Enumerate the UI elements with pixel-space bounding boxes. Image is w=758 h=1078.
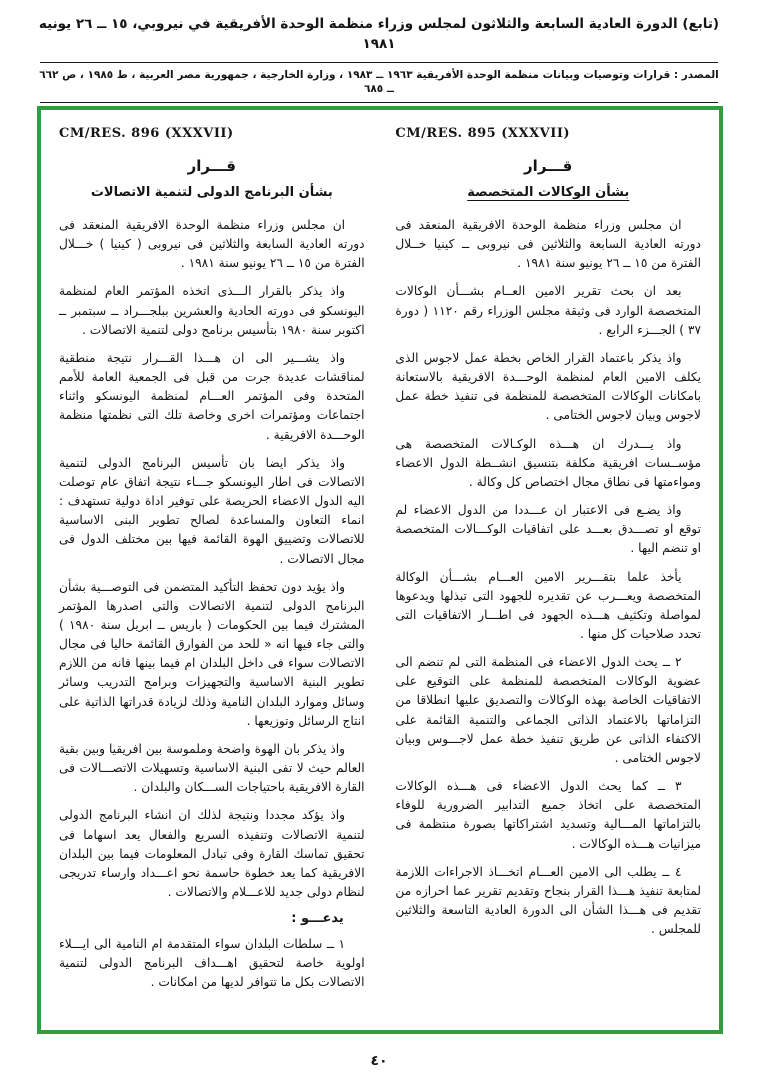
- resolution-paragraph: واذ يضـع فى الاعتبار ان عـــددا من الدول الاعضاء لم توقع او تصـــدق بعـــد على اتفاقيات الوكـــالات المتخصصة او تنضم اليها .: [395, 503, 701, 556]
- resolution-paragraph: ان مجلس وزراء منظمة الوحدة الافريقية المنعقد فى دورته العادية السابعة والثلاثين فى نيروبى ــ كينيا خــلال الفترة من ١٥ ــ ٢٦ يونيو سنة ١٩٨١ .: [395, 218, 701, 271]
- resolution-subtitle-895: بشأن الوكالات المتخصصة: [467, 185, 630, 200]
- resolution-paragraph: ١ ــ سلطات البلدان سواء المتقدمة ام النامية الى ايـــلاء اولوية خاصة لتحقيق اهـــداف البرنامج الدولى لتنمية الاتصالات بكل ما تتوافر لديها من امكانات .: [59, 937, 365, 990]
- resolution-paragraph: ٢ ــ يحث الدول الاعضاء فى المنظمة التى لم تنضم الى عضوية الوكالات المتخصصة للمنظمة على التوقيع على الاتفاقيات الخاصة بهذه الوكالات والتصديق عليها انطلاقا من التزاماتها بالاعتماد الذاتى الجماعى والتنمية القائمة على الاكتفاء الذاتى عن طريق تنفيذ خطة عمل لاجـــوس وبيان لاجوس الختامى .: [395, 655, 701, 765]
- resolution-paragraph: واذ يؤيد دون تحفظ التأكيد المتضمن فى التوصـــية بشأن البرنامج الدولى لتنمية الاتصالات والتى اصدرها المؤتمر المشترك فيما بين الحكومات ( باريس ــ ابريل سنة ١٩٨٠ ) والتى جاء فيها انه « للحد من الفوارق القائمة حاليا فى مجال الاتصالات سواء فى داخل البلدان ام فيما بينها فانه من اللازم تطوير البنية الاساسية والتجهيزات وبرامج التدريب وسائر وسائل وموارد البلدان النامية وذلك لزيادة قدراتها الذاتية على انتاج الرسائل وتوزيعها .: [59, 579, 365, 728]
- document-frame: [37, 106, 723, 1034]
- resolution-paragraph: واذ يشـــير الى ان هـــذا القـــرار نتيجة منطقية لمناقشات عديدة جرت من قبل فى الجمعية العامة للأمم المتحدة وفى المؤتمر العـــام لمنظمة اليونسكو واثناء اجتماعات ومؤتمرات اخرى وخاصة تلك التى نظمتها منظمة الوحـــدة الافريقية .: [59, 350, 365, 442]
- resolution-paragraph: واذ يذكر بالقرار الـــذى اتخذه المؤتمر العام لمنظمة اليونسكو فى دورته الحادية والعشرين ببلجـــراد ــ سبتمبر ــ اكتوبر سنة ١٩٨٠ بتأسيس برنامج دولى لتنمية الاتصالات .: [59, 284, 365, 337]
- resolution-title-896: قـــرار: [187, 157, 236, 175]
- operative-call-word: يدعـــو :: [291, 911, 344, 927]
- resolution-paragraph: بعد ان بحث تقرير الامين العــام بشـــأن الوكالات المتخصصة الوارد فى وثيقة مجلس الوزراء رقم ١١٢٠ ( دورة ٣٧ ) الجـــزء الرابع .: [395, 284, 701, 337]
- resolution-number-895: CM/RES. 895 (XXXVII): [395, 126, 571, 141]
- resolution-subtitle-896: بشأن البرنامج الدولى لتنمية الاتصالات: [90, 185, 333, 200]
- resolution-paragraph: يأخذ علما بتقـــرير الامين العـــام بشـــأن الوكالة المتخصصة ويعـــرب عن تقديره للجهود التى تبذلها ويدعوها لمواصلة وتكثيف هـــذه الجهود فى اطـــار الاتفاقيات التى تحدد صلاحيات كل منها .: [395, 569, 701, 641]
- resolution-title-895: قـــرار: [524, 157, 573, 175]
- resolution-paragraph: واذ يذكر ايضا بان تأسيس البرنامج الدولى لتنمية الاتصالات فى اطار اليونسكو جـــاء نتيجة اتفاق عام توصلت اليه الدول الاعضاء الحريصة على توفير اداة دولية تستهدف : انماء التعاون والمساعدة لصالح تطوير البنى الاساسية للاتصالات وتضييق الهوة القائمة فيها بين مختلف الدول فى مجال الاتصالات .: [59, 455, 365, 566]
- resolution-paragraph: ٤ ــ يطلب الى الامين العـــام اتخـــاذ الاجراءات اللازمة لمتابعة تنفيذ هـــذا القرار بنجاح وتقديم تقرير عما احرازه من تقديم فى هـــذا الشأن الى الدورة العادية التاسعة والثلاثين للمجلس .: [395, 864, 701, 937]
- resolution-paragraph: ٣ ــ كما يحث الدول الاعضاء فى هـــذه الوكالات المتخصصة على اتخاذ جميع التدابير الضرورية للوفاء بالتزاماتها المـــالية وتسديد اشتراكاتها بصورة منتظمة فى ميزانيات هـــذه الوكالات .: [395, 779, 701, 851]
- page-header: [34, 14, 724, 103]
- resolution-paragraph: ان مجلس وزراء منظمة الوحدة الافريقية المنعقد فى دورته العادية السابعة والثلاثين فى نيروبى ( كينيا ) خـــلال الفترة من ١٥ ــ ٢٦ يونيو سنة ١٩٨١ .: [59, 218, 365, 271]
- resolution-paragraph: واذ يذكر بان الهوة واضحة وملموسة بين افريقيا وبين بقية العالم حيث لا تفى البنية الاساسية وتسهيلات الاتصـــالات فى القارة الافريقية باحتياجات الســـكان والبلدان .: [59, 741, 365, 795]
- source-note: المصدر : قرارات وتوصيات وبيانات منظمة الوحدة الأفريقية ١٩٦٣ ــ ١٩٨٣ ، وزارة الخارجية ، جمهورية مصر العربية ، ط ١٩٨٥ ، ص ٦٦٢ ــ ٦٨٥: [39, 68, 719, 96]
- resolution-paragraph: واذ يؤكد مجددا ونتيجة لذلك ان انشاء البرنامج الدولى لتنمية الاتصالات وتنفيذه السريع والفعال يعد اسهاما فى تحقيق تماسك القارة وفى تبادل المعلومات فيما بين البلدان الافريقية كما يعد خطوة حاسمة نحو اعـــداد وارساء تدريجى لنظام دولى جديد للاعـــلام والاتصالات .: [59, 808, 365, 899]
- resolution-paragraph: واذ يـــدرك ان هـــذه الوكـالات المتخصصة هى مؤســسات افريقية مكلفة بتنسيق انشــطة الدول الاعضاء ومواءمتها فى نطاق مجال اختصاص كل وكالة .: [395, 436, 701, 489]
- header-divider-bottom: [40, 102, 718, 103]
- header-caption: (تابع) الدورة العادية السابعة والثلاثون لمجلس وزراء منظمة الوحدة الأفريقية في نيروبي، ١٥ ــ ٢٦ يونيه ١٩٨١: [38, 16, 720, 53]
- two-column-layout: [59, 126, 701, 1022]
- resolution-paragraph: واذ يذكر باعتماد القرار الخاص بخطة عمل لاجوس الذى يكلف الامين العام لمنظمة الوحـــدة الافريقية بالاستعانة بامكانات الوكالات المتخصصة للمنظمة فى تنفيذ خطة عمل لاجوس وبيان لاجوس الختامى .: [395, 350, 701, 423]
- header-divider-top: [40, 62, 718, 63]
- page-number: ٤٠: [370, 1053, 388, 1069]
- column-resolution-895: [395, 126, 701, 1022]
- resolution-number-896: CM/RES. 896 (XXXVII): [59, 126, 234, 141]
- column-resolution-896: [59, 126, 365, 1022]
